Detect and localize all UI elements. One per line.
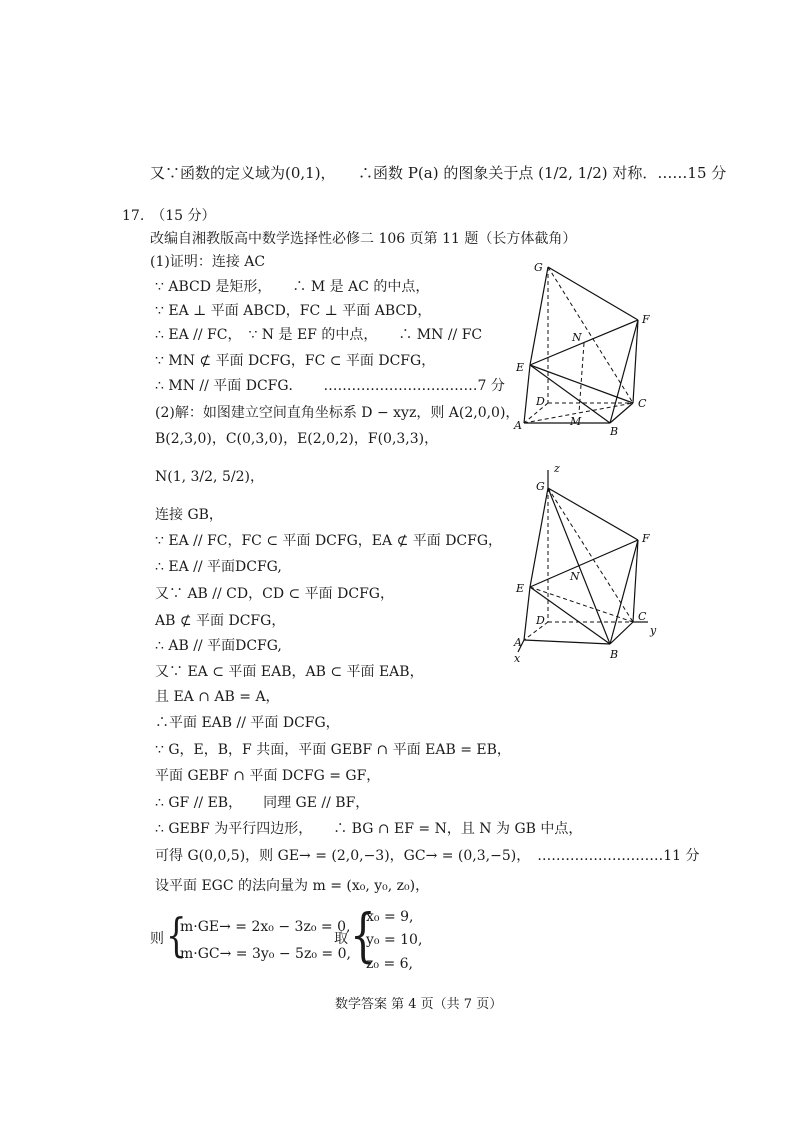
proof-line: ∵ EA // FC，FC ⊂ 平面 DCFG，EA ⊄ 平面 DCFG，: [155, 533, 503, 549]
proof-line: 平面 GEBF ∩ 平面 DCFG = GF，: [155, 768, 381, 784]
fig1-label-f: F: [642, 313, 650, 326]
fig1-label-a: A: [514, 419, 522, 432]
fig2-label-c: C: [638, 610, 647, 623]
proof-line: 且 EA ∩ AB = A，: [155, 689, 280, 705]
fig2-label-n: N: [570, 570, 580, 583]
proof-line-score-11: 可得 G(0,0,5)，则 GE→ = (2,0,−3)，GC→ = (0,3,−5)， ………………………11 分: [155, 848, 700, 864]
fig1-label-b: B: [610, 425, 619, 438]
fig1-label-c: C: [638, 397, 647, 410]
proof-line: ∴ EA // FC， ∵ N 是 EF 的中点， ∴ MN // FC: [155, 327, 483, 343]
solution-line: x₀ = 9,: [366, 909, 414, 925]
fig2-label-e: E: [516, 582, 525, 595]
proof-line: ∴ GF // EB， 同理 GE // BF，: [155, 795, 370, 811]
proof-line: ∴ AB // 平面DCFG,: [155, 638, 282, 654]
solution-line: y₀ = 10,: [366, 932, 423, 948]
normal-vector-line: 设平面 EGC 的法向量为 m = (x₀, y₀, z₀)，: [155, 878, 430, 894]
proof-line: ∵ EA ⊥ 平面 ABCD，FC ⊥ 平面 ABCD，: [155, 303, 432, 319]
equation-line: m·GE→ = 2x₀ − 3z₀ = 0,: [180, 919, 351, 935]
geometry-figure-1: [500, 255, 660, 440]
fig2-label-g: G: [536, 480, 545, 493]
fig1-label-g: G: [534, 261, 543, 274]
then-label: 则: [150, 931, 164, 947]
proof-line: ∴平面 EAB // 平面 DCFG，: [155, 715, 340, 731]
part1-heading: (1)证明：连接 AC: [150, 254, 266, 270]
fig2-label-f: F: [642, 532, 650, 545]
fig2-label-x: x: [514, 652, 521, 665]
proof-line: ∵ MN ⊄ 平面 DCFG，FC ⊂ 平面 DCFG，: [155, 353, 436, 369]
geometry-figure-2: [500, 462, 665, 667]
equation-line: m·GC→ = 3y₀ − 5z₀ = 0,: [180, 946, 351, 962]
proof-line: 又∵ AB // CD，CD ⊂ 平面 DCFG，: [155, 586, 394, 602]
part2-heading: (2)解：如图建立空间直角坐标系 D − xyz，则 A(2,0,0)，: [155, 405, 520, 421]
fig1-label-d: D: [536, 395, 545, 408]
problem-source-note: 改编自湘教版高中数学选择性必修二 106 页第 11 题（长方体截角）: [150, 231, 577, 247]
fig1-label-n: N: [572, 331, 582, 344]
fig2-label-a: A: [514, 636, 522, 649]
left-brace: {: [166, 908, 187, 962]
proof-line: AB ⊄ 平面 DCFG，: [155, 613, 286, 629]
fig2-label-z: z: [554, 462, 560, 475]
proof-line-score-7: ∴ MN // 平面 DCFG． ……………………………7 分: [155, 378, 505, 394]
left-brace: {: [350, 901, 376, 969]
text-line-domain-symmetry: 又∵函数的定义域为(0,1)， ∴函数 P(a) 的图象关于点 (1/2, 1/2) 对称．……15 分: [150, 164, 727, 182]
proof-line: 又∵ EA ⊂ 平面 EAB，AB ⊂ 平面 EAB，: [155, 664, 424, 680]
fig2-label-y: y: [650, 624, 657, 637]
fig1-label-m: M: [570, 415, 582, 428]
coordinate-n: N(1, 3/2, 5/2)，: [155, 469, 264, 485]
problem-17-header: 17. （15 分）: [122, 208, 216, 224]
fig1-label-e: E: [516, 361, 525, 374]
proof-line: ∵ G，E，B，F 共面，平面 GEBF ∩ 平面 EAB = EB，: [155, 742, 511, 758]
page-footer: 数学答案 第 4 页（共 7 页）: [335, 997, 503, 1012]
coordinates-line: B(2,3,0)，C(0,3,0)，E(2,0,2)，F(0,3,3)，: [155, 431, 439, 447]
proof-line: ∵ ABCD 是矩形， ∴ M 是 AC 的中点，: [155, 279, 430, 295]
fig2-label-d: D: [536, 614, 545, 627]
solution-line: z₀ = 6,: [366, 956, 413, 972]
proof-line: ∴ GEBF 为平行四边形， ∴ BG ∩ EF = N，且 N 为 GB 中点，: [155, 821, 583, 837]
proof-line: ∴ EA // 平面DCFG,: [155, 559, 282, 575]
proof-line: 连接 GB，: [155, 507, 223, 523]
fig2-label-b: B: [610, 648, 619, 661]
take-label: 取: [334, 931, 348, 947]
